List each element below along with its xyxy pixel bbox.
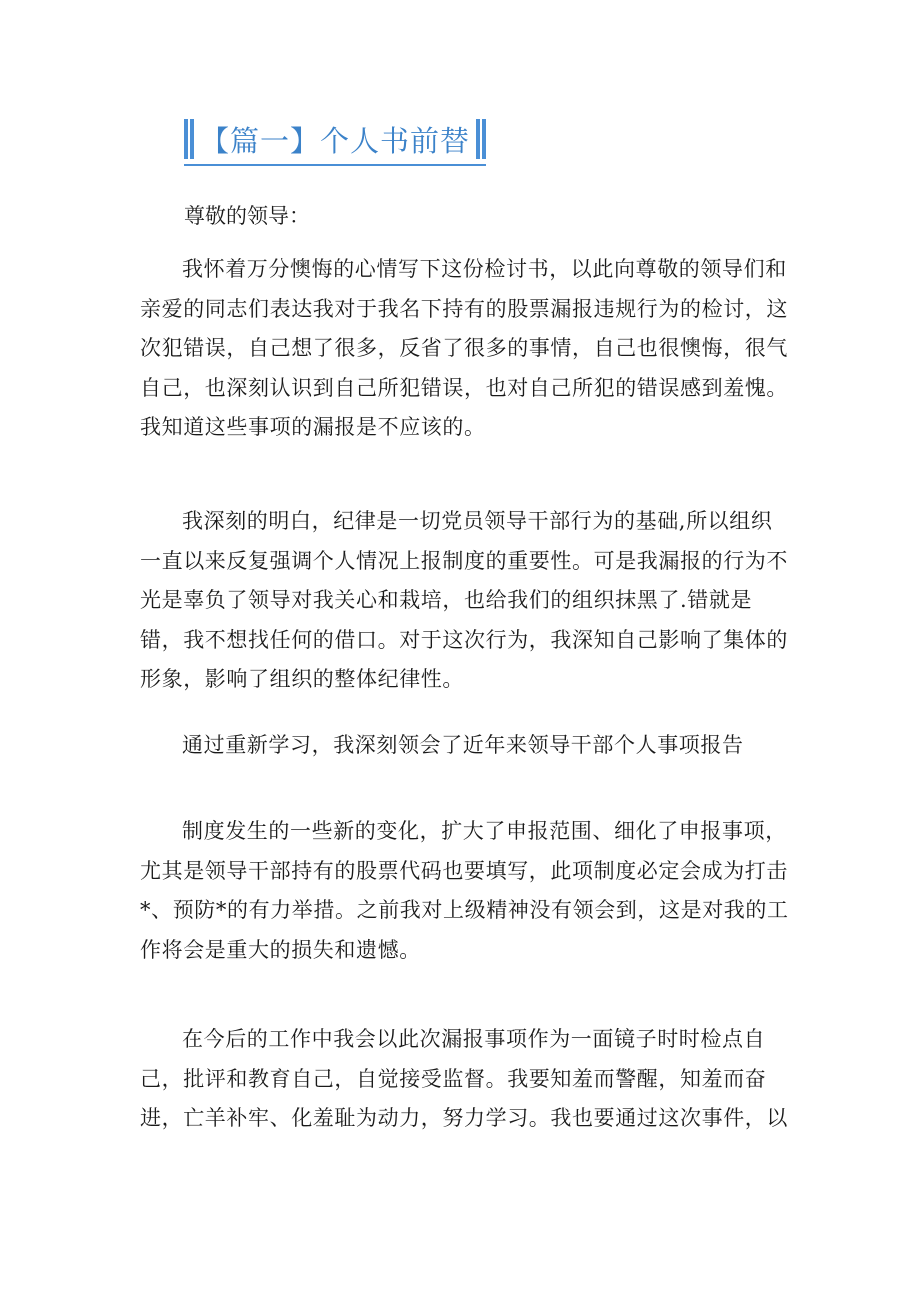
- heading-right-bar-decoration: [476, 119, 480, 159]
- paragraph-3: [140, 726, 790, 766]
- paragraph-line: 在今后的工作中我会以此次漏报事项作为一面镜子时时检点自: [182, 1027, 766, 1051]
- paragraph-line: 我知道这些事项的漏报是不应该的。: [140, 415, 486, 439]
- paragraph-line: 我深刻的明白，纪律是一切党员领导干部行为的基础,所以组织: [182, 509, 773, 533]
- paragraph-line: 作将会是重大的损失和遗憾。: [140, 937, 421, 962]
- paragraph-line: 亲爱的同志们表达我对于我名下持有的股票漏报违规行为的检讨，这: [140, 296, 788, 321]
- paragraph-line: 通过重新学习，我深刻领会了近年来领导干部个人事项报告: [182, 733, 744, 757]
- paragraph-line: 一直以来反复强调个人情况上报制度的重要性。可是我漏报的行为不: [140, 548, 788, 573]
- section-title: 【篇一】个人书前替: [200, 123, 471, 158]
- paragraph-line: 自己，也深刻认识到自己所犯错误，也对自己所犯的错误感到羞愧。: [140, 375, 788, 400]
- paragraph-line: 进，亡羊补牢、化羞耻为动力，努力学习。我也要通过这次事件，以: [140, 1106, 788, 1130]
- paragraph-line: 形象，影响了组织的整体纪律性。: [140, 667, 464, 691]
- paragraph-line: 次犯错误，自己想了很多，反省了很多的事情，自己也很懊悔，很气: [140, 336, 788, 360]
- paragraph-line: 制度发生的一些新的变化，扩大了申报范围、细化了申报事项，: [182, 819, 787, 843]
- paragraph-line: 尤其是领导干部持有的股票代码也要填写，此项制度必定会成为打击: [140, 858, 788, 883]
- paragraph-2: [140, 502, 790, 700]
- paragraph-line: *、预防*的有力举措。之前我对上级精神没有领会到，这是对我的工: [140, 898, 789, 922]
- paragraph-line: 错，我不想找任何的借口。对于这次行为，我深知自己影响了集体的: [140, 627, 788, 652]
- paragraph-line: 我怀着万分懊悔的心情写下这份检讨书，以此向尊敬的领导们和: [182, 257, 787, 281]
- paragraph-1: [140, 250, 790, 448]
- paragraph-line: 己，批评和教育自己，自觉接受监督。我要知羞而警醒，知羞而奋: [140, 1066, 767, 1091]
- paragraph-5: [140, 1020, 790, 1139]
- heading-left-bar-decoration: [184, 119, 188, 159]
- section-heading: [184, 116, 486, 166]
- paragraph-4: [140, 812, 790, 970]
- paragraph-line: 光是辜负了领导对我关心和栽培，也给我们的组织抹黑了.错就是: [140, 588, 753, 612]
- salutation: 尊敬的领导：: [184, 204, 310, 228]
